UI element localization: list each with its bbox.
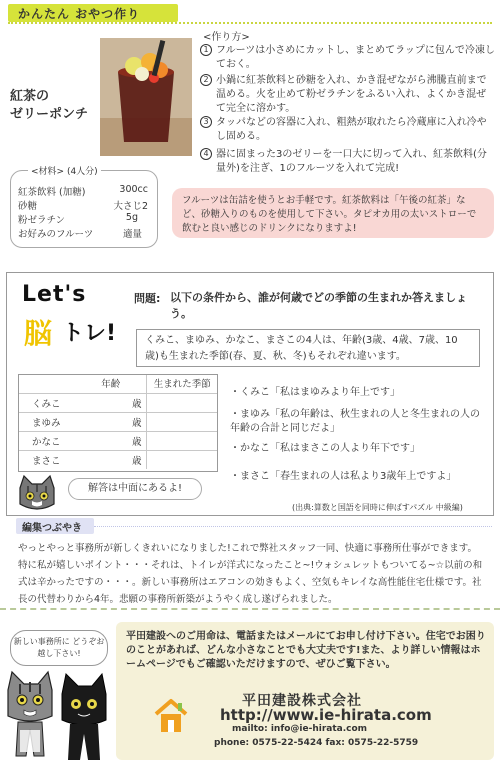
- company-name: 平田建設株式会社: [242, 693, 362, 709]
- ingredient-name: お好みのフルーツ: [18, 229, 94, 240]
- cats-mascot-icon: [4, 660, 116, 764]
- table-cell-age: 歳: [76, 431, 146, 450]
- table-cell-name: くみこ: [18, 393, 76, 412]
- source-note: (出典:算数と国語を同時に伸ばすパズル 中級編): [292, 503, 463, 512]
- ingredient-name: 紅茶飲料 (加糖): [18, 187, 86, 198]
- ingredient-amount: 300cc: [119, 184, 148, 195]
- murmur-text: やっとやっと事務所が新しくきれいになりました!これで弊社スタッフ一同、快適に事務所仕事ができます。特に私が嬉しいポイント・・・それは、トイレが洋式になったこと~!ウォシュレットもついてる~☆以前の和式は辛かったですの・・・。新しい事務所はエアコンの効きもよく、空気もキレイな高性能住宅仕様です。社長の代替わりから4年。悲願の事務所新築がようやく成し遂げられました。: [18, 543, 483, 605]
- ingredient-name: 粉ゼラチン: [18, 215, 66, 226]
- recipe-banner-label: かんたん おやつ作り: [18, 7, 141, 21]
- ingredient-name: 砂糖: [18, 201, 38, 212]
- recipe-step: [200, 44, 496, 72]
- logo-lets: Let's: [22, 282, 87, 307]
- hint-item: ・まさこ「春生まれの人は私より3歳年上ですよ」: [230, 471, 457, 482]
- step-number: 3: [200, 116, 212, 128]
- drink-photo: [100, 38, 192, 156]
- murmur-banner-label: 編集つぶやき: [22, 523, 82, 534]
- murmur-divider: [94, 526, 492, 527]
- table-header: 生まれた季節: [146, 374, 218, 393]
- recipe-tip: フルーツは缶詰を使うとお手軽です。紅茶飲料は「午後の紅茶」など、砂糖入りのものを使用して下さい。タピオカ用の太いストローで飲むと良い感じのドリンクになりますよ!: [172, 188, 494, 238]
- recipe-divider: [8, 22, 492, 24]
- email-link[interactable]: mailto: info@ie-hirata.com: [232, 724, 368, 734]
- recipe-title-line2: ゼリーポンチ: [10, 107, 89, 122]
- footer-message: 平田建設へのご用命は、電話またはメールにてお申し付け下さい。住宅でお困りのことがあれば、どんな小さなことでも大丈夫です!また、より詳しい情報はホームページでもご確認いただけますので、ぜひご覧下さい。: [126, 631, 486, 670]
- ingredients-title: <材料> (4人分): [28, 164, 101, 177]
- table-header: 年齢: [76, 374, 146, 393]
- recipe-step: [200, 148, 496, 176]
- table-cell-age: 歳: [76, 393, 146, 412]
- ingredient-amount: 適量: [122, 229, 142, 240]
- step-text: 小鍋に紅茶飲料と砂糖を入れ、かき混ぜながら沸騰直前まで温める。火を止めて粉ゼラチンをふるい入れ、よくかき混ぜて完全に溶かす。: [216, 75, 487, 114]
- hint-item: ・まゆみ「私の年齢は、秋生まれの人と冬生まれの人の年齢の合計と同じだよ」: [230, 409, 480, 434]
- ingredient-amount: 大さじ2: [113, 201, 148, 212]
- recipe-title-line1: 紅茶の: [10, 89, 50, 104]
- condition-box: くみこ、まゆみ、かなこ、まさこの4人は、年齢(3歳、4歳、7歳、10歳)も生まれた季節(春、夏、秋、冬)もそれぞれ違います。: [136, 329, 480, 367]
- answer-note: 解答は中面にあるよ!: [68, 478, 202, 500]
- question-label: 問題:: [134, 292, 161, 305]
- recipe-step: [200, 116, 496, 144]
- speech-bubble: 新しい事務所に どうぞお越し下さい!: [10, 630, 108, 666]
- steps-heading: <作り方>: [203, 32, 250, 43]
- table-cell-name: かなこ: [18, 431, 76, 450]
- website-link[interactable]: http://www.ie-hirata.com: [220, 706, 432, 724]
- murmur-banner: [16, 518, 94, 534]
- table-cell-name: まゆみ: [18, 412, 76, 431]
- step-number: 2: [200, 74, 212, 86]
- recipe-banner: [8, 4, 178, 22]
- recipe-step: [200, 74, 496, 116]
- table-cell-age: 歳: [76, 450, 146, 469]
- cat-mascot-icon: [14, 474, 60, 514]
- ingredient-amount: 5g: [125, 212, 138, 223]
- table-cell-age: 歳: [76, 412, 146, 431]
- house-logo-icon: [154, 698, 188, 734]
- question-text: 以下の条件から、誰が何歳でどの季節の生まれか答えましょう。: [170, 291, 467, 320]
- section-divider: [0, 608, 500, 610]
- hint-item: ・くみこ「私はまゆみより年上です」: [230, 387, 400, 398]
- logo-tore: トレ!: [62, 321, 117, 346]
- contact-phones: phone: 0575-22-5424 fax: 0575-22-5759: [214, 738, 419, 748]
- step-number: 4: [200, 148, 212, 160]
- step-text: 器に固まった3のゼリーを一口大に切って入れ、紅茶飲料(分量外)を注ぎ、1のフルーツを入れて完成!: [216, 149, 487, 174]
- step-number: 1: [200, 44, 212, 56]
- step-text: タッパなどの容器に入れ、粗熱が取れたら冷蔵庫に入れ冷やし固める。: [216, 117, 487, 142]
- hint-item: ・かなこ「私はまさこの人より年下です」: [230, 443, 420, 454]
- recipe-title: [10, 88, 102, 124]
- logo-brain: 脳: [24, 317, 53, 350]
- table-cell-name: まさこ: [32, 455, 61, 467]
- table-frame: [18, 374, 218, 472]
- step-text: フルーツは小さめにカットし、まとめてラップに包んで冷凍しておく。: [216, 45, 495, 70]
